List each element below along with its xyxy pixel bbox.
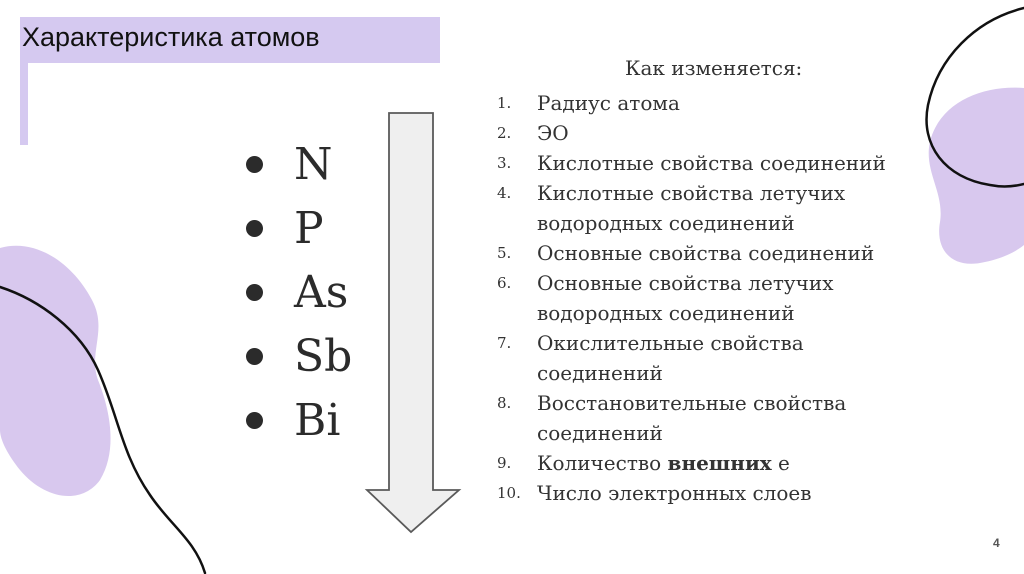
bullet-icon [246, 220, 263, 237]
element-symbol: N [294, 138, 333, 190]
property-number: 8. [497, 394, 512, 412]
element-symbol: P [294, 202, 324, 254]
property-number: 4. [497, 184, 512, 202]
bullet-icon [246, 284, 263, 301]
properties-heading: Как изменяется: [625, 56, 803, 80]
property-item [497, 328, 977, 388]
property-text: ЭО [537, 121, 569, 145]
property-item [497, 388, 977, 448]
property-item [497, 478, 977, 508]
property-number: 5. [497, 244, 512, 262]
property-item [497, 88, 977, 118]
property-item [497, 178, 977, 238]
title-accent-bar [20, 63, 28, 145]
element-item [246, 388, 352, 452]
property-number: 2. [497, 124, 512, 142]
properties-list [497, 88, 977, 508]
element-symbol: Bi [294, 394, 341, 446]
property-item [497, 148, 977, 178]
page-number: 4 [993, 536, 1000, 550]
property-text: Основные свойства соединений [537, 241, 875, 265]
property-item [497, 238, 977, 268]
element-list [246, 132, 352, 452]
property-text: Кислотные свойства соединений [537, 151, 886, 175]
bullet-icon [246, 412, 263, 429]
property-text: Восстановительные свойства соединений [537, 391, 847, 445]
bullet-icon [246, 156, 263, 173]
element-item [246, 260, 352, 324]
property-item [497, 268, 977, 328]
property-number: 1. [497, 94, 512, 112]
element-item [246, 324, 352, 388]
property-item [497, 448, 977, 478]
property-number: 6. [497, 274, 512, 292]
property-text: Кислотные свойства летучих водородных соединений [537, 181, 846, 235]
element-symbol: Sb [294, 330, 353, 382]
down-arrow [367, 113, 459, 532]
element-item [246, 132, 352, 196]
property-text: Окислительные свойства соединений [537, 331, 804, 385]
property-text: Число электронных слоев [537, 481, 812, 505]
property-number: 10. [497, 484, 521, 502]
property-text-bold: внешних [667, 451, 772, 475]
property-number: 3. [497, 154, 512, 172]
property-text-part: e [771, 451, 790, 475]
property-number: 9. [497, 454, 512, 472]
slide-title: Характеристика атомов [22, 22, 320, 52]
bullet-icon [246, 348, 263, 365]
property-text-part: Количество [537, 451, 668, 475]
element-symbol: As [294, 266, 349, 318]
property-text [537, 448, 977, 478]
property-text: Основные свойства летучих водородных соединений [537, 271, 834, 325]
property-item [497, 118, 977, 148]
element-item [246, 196, 352, 260]
property-text: Радиус атома [537, 91, 680, 115]
left-blob [0, 246, 111, 496]
property-number: 7. [497, 334, 512, 352]
